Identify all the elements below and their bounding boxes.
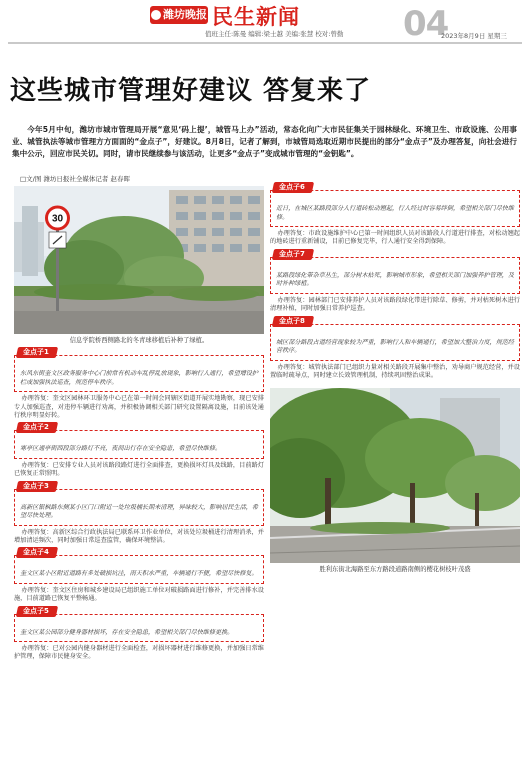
header-divider [8,42,522,44]
suggestion-box-5 [14,606,264,643]
suggestion-box-3 [14,481,264,526]
reply-text-8: 办理答复：城管执法部门已组织力量对相关路段开展集中整治，劝导商户规范经营，并设置临时疏导点，同时建立长效管理机制，持续巩固整治成果。 [270,363,520,380]
editor-line: 值班主任:陈曼 编辑:梁士越 美编:张慧 校对:曾勤 [205,30,344,38]
suggestion-text-3: 高新区银枫路东侧某小区门口附近一处垃圾桶长期未清理，异味较大，影响居民生活，希望尽快处理。 [20,503,258,520]
reply-text-6: 办理答复：市政设施维护中心已第一时间组织人员对该路段人行道进行排查，对松动翘起的地砖进行重新铺设，目前已修复完毕，行人通行安全得到保障。 [270,230,520,246]
suggestion-tag-2: 金点子2 [16,422,58,433]
headline: 这些城市管理好建议 答复来了 [10,76,372,106]
reply-text-4: 办理答复：奎文区住房和城乡建设局已组织施工单位对破损路面进行修补，并完善排水设施，目前道路已恢复平整畅通。 [14,586,264,603]
suggestion-box-8 [270,316,520,361]
suggestion-text-8: 城区部分路段占道经营现象较为严重，影响行人和车辆通行，希望加大整治力度，规范经营秩序。 [276,338,514,355]
suggestion-box-2 [14,423,264,459]
right-column [270,183,520,580]
suggestion-tag-6: 金点子6 [272,182,314,193]
byline: □文/图 潍坊日报社全媒体记者 赵春晖 [20,175,130,183]
page-number: 04 [403,4,449,44]
reply-text-5: 办理答复：已对公园内健身器材进行全面检查，对损坏器材进行维修更换，并加强日常维护管理，保障市民健身安全。 [14,645,264,661]
reply-text-2: 办理答复：已安排专业人员对该路段路灯进行全面排查，更换损坏灯具及线路，目前路灯已恢复正常照明。 [14,461,264,478]
paper-name: 潍坊晚报 [163,8,207,21]
page-header [0,0,530,44]
suggestion-box-4 [14,548,264,584]
suggestion-text-6: 近日，在城区某路段部分人行道砖松动翘起，行人经过时容易绊倒，希望相关部门尽快维修。 [276,205,514,221]
suggestion-box-7 [270,249,520,294]
suggestion-text-7: 某路段绿化带杂草丛生，部分树木枯死，影响城市形象，希望相关部门加强养护管理，及时补种绿植。 [276,271,514,288]
suggestion-tag-3: 金点子3 [16,481,58,492]
paper-logo [150,6,208,24]
street-photo-left [14,186,264,334]
suggestion-tag-7: 金点子7 [272,249,314,260]
suggestion-tag-4: 金点子4 [16,547,58,558]
photo-right-caption: 胜利东街北海路至东方路段道路南侧的樱花树枝叶茂盛 [319,566,471,574]
suggestion-text-5: 奎文区某公园部分健身器材损坏，存在安全隐患，希望相关部门尽快维修更换。 [20,628,234,636]
suggestion-tag-1: 金点子1 [16,347,58,358]
issue-date: 2023年8月9日 星期三 [441,32,507,40]
photo-left-caption: 信息学院桥西侧路北的冬青球移植后补种了绿植。 [69,337,209,344]
suggestion-tag-8: 金点子8 [272,316,314,327]
lead-paragraph: 今年5月中旬，潍坊市城市管理局开展“意见‘码上提’，城管马上办”活动，常态化向广大市民征集关于园林绿化、环境卫生、市政设施、公用事业、城管执法等城市管理方方面面的“金点子”，好建议。8月8日，记者了解到，市城管局选取近期市民提出的部分“金点子”及办理答复，向社会进行集中公示，回应市民关切。同时，请市民继续参与该活动，让更多“金点子”变成城市管理的“金钥匙”。 [12,125,517,158]
suggestion-text-1: 东风东街奎文区政务服务中心门前常有机动车乱停乱放现象，影响行人通行，希望增设护栏或加强执法巡查，规范停车秩序。 [20,370,258,386]
left-column [14,186,264,665]
section-name: 民生新闻 [212,4,300,29]
suggestion-box-1 [14,348,264,392]
street-photo-right [270,388,520,563]
suggestion-box-6 [270,183,520,227]
suggestion-text-2: 寒亭区通亭街西段部分路灯不亮，夜间出行存在安全隐患，希望尽快维修。 [20,445,222,453]
speed-limit-text: 30 [51,213,64,225]
reply-text-3: 办理答复：高新区综合行政执法局已联系环卫作业单位，对该处垃圾桶进行清理消杀，并增加清运频次，同时加强日常巡查监管，确保环境整洁。 [14,528,264,545]
suggestion-tag-5: 金点子5 [16,606,58,617]
suggestion-text-4: 奎文区某小区附近道路有多处破损坑洼，雨天积水严重，车辆通行不便，希望尽快修复。 [20,570,258,578]
logo-circle-icon [151,10,161,20]
reply-text-1: 办理答复：奎文区园林环卫服务中心已在第一时间会同辖区街道开展实地勘察，现已安排专人加强巡查，对违停车辆进行劝离，并积极协调相关部门研究设置隔离设施，目前该处通行秩序明显好转。 [14,395,264,420]
reply-text-7: 办理答复：园林部门已安排养护人员对该路段绿化带进行除草、修剪，并对枯死树木进行清理补植，同时加强日常养护巡查。 [270,296,520,313]
